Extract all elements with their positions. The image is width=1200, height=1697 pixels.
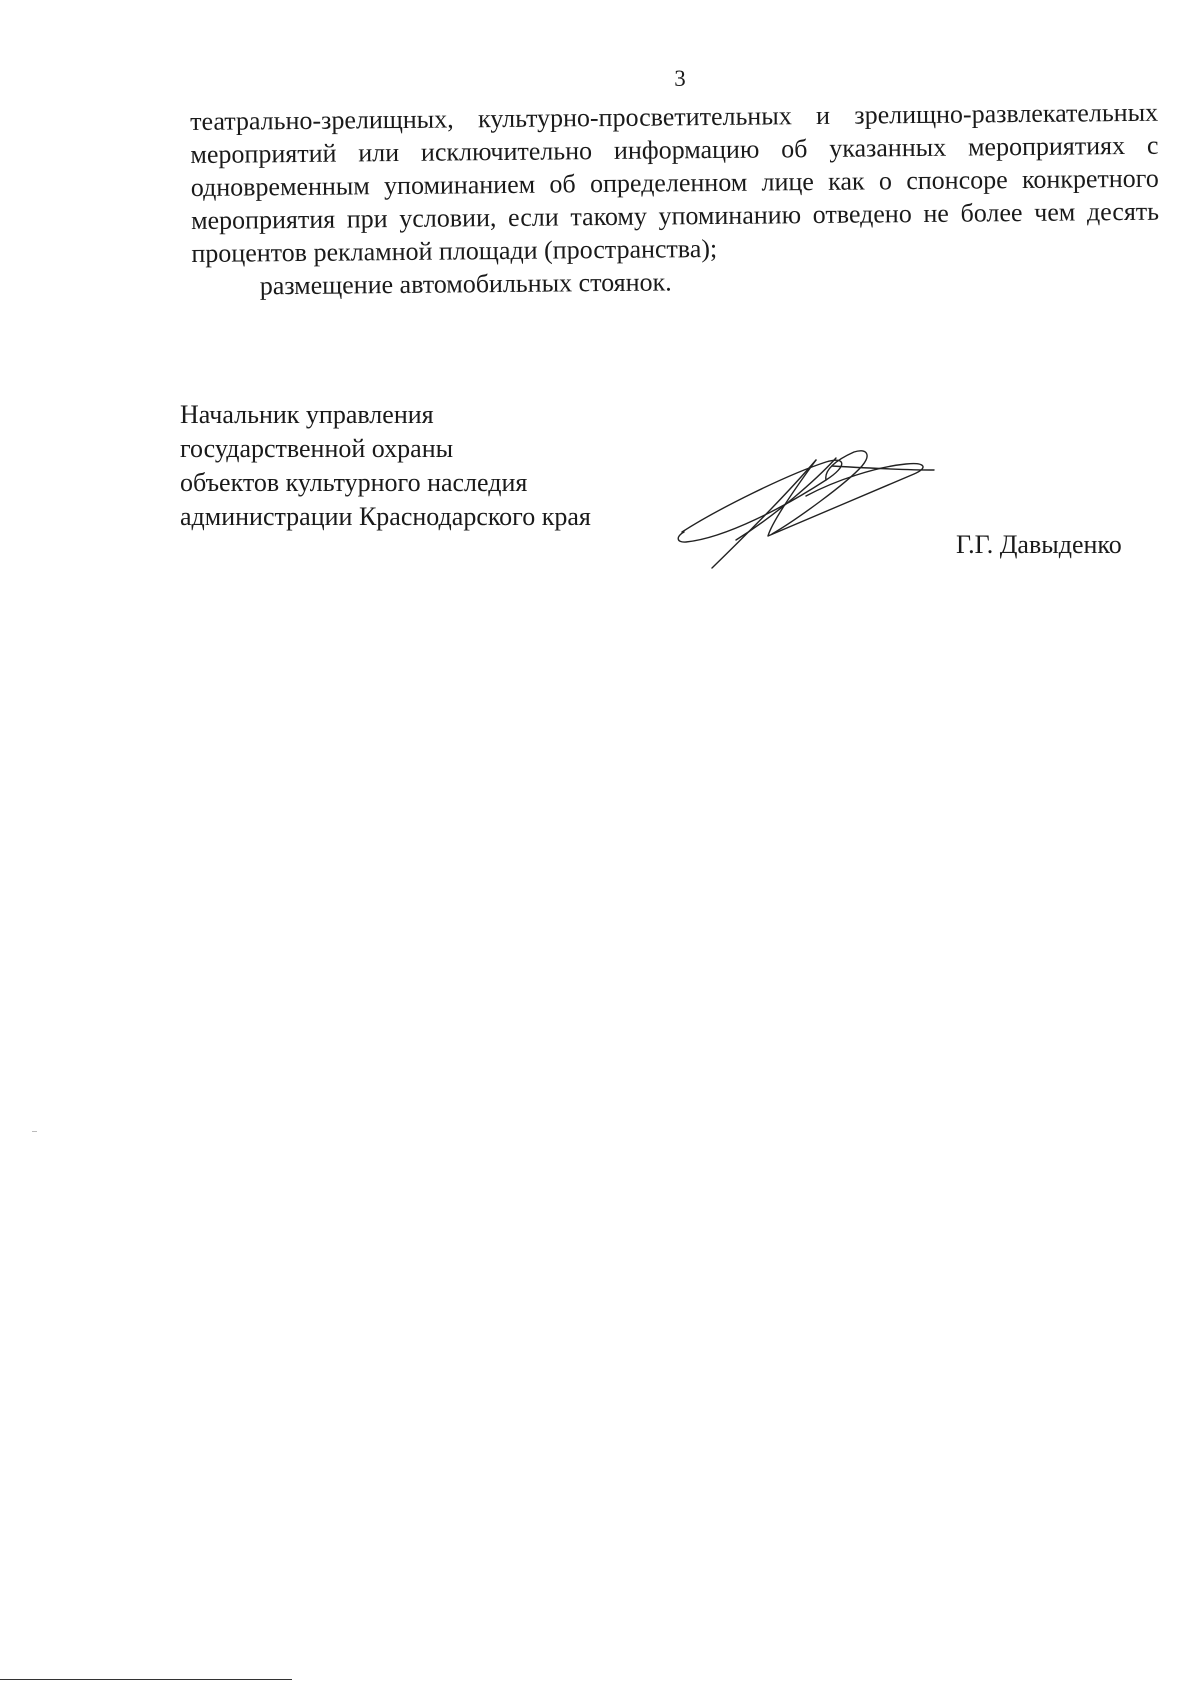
position-line: объектов культурного наследия	[180, 468, 528, 497]
footer-rule	[0, 1679, 292, 1680]
paragraph-parking: размещение автомобильных стоянок.	[259, 267, 672, 301]
position-line: администрации Краснодарского края	[180, 502, 591, 531]
body-text	[190, 96, 1160, 303]
signatory-position	[180, 398, 591, 534]
page-number: 3	[674, 66, 686, 91]
handwritten-signature-icon	[676, 440, 936, 580]
paragraph-continued: театрально-зрелищных, культурно-просветительных и зрелищно-развлекательных мероприятий или исключительно информацию об указанных мероприятиях с одновременным упоминанием об определенном лице как о спонсоре конкретного мероприятия при условии, если такому упоминанию отведено не более чем десять процентов рекламной площади (пространства);	[190, 97, 1160, 268]
signer-name: Г.Г. Давыденко	[956, 530, 1122, 559]
scan-speck	[32, 1131, 37, 1132]
position-line: государственной охраны	[180, 434, 454, 463]
position-line: Начальник управления	[180, 400, 434, 429]
